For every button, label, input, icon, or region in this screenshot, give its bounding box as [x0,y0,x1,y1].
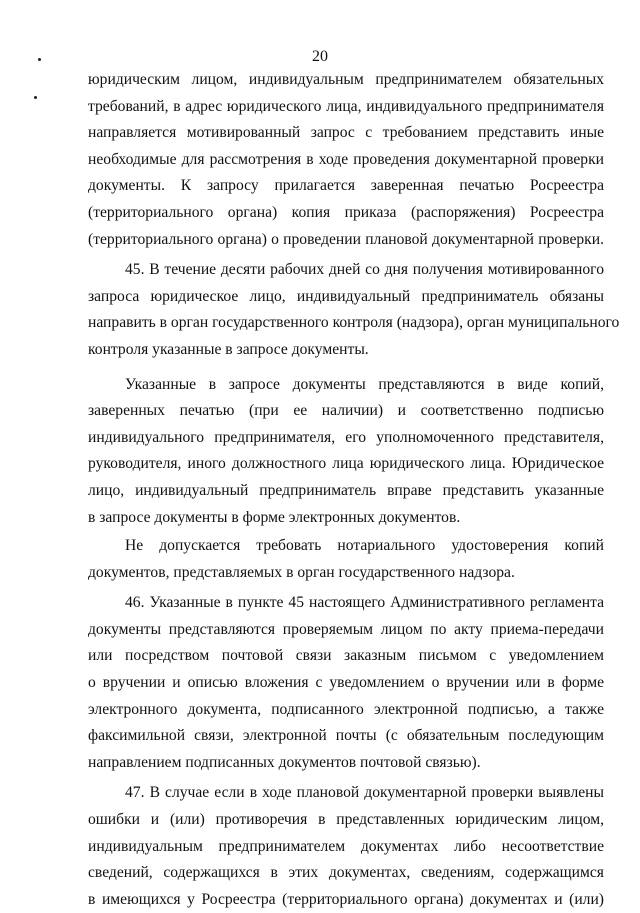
text-line: документов, представляемых в орган государственного надзора. [88,563,515,581]
text-line: 46. Указанные в пункте 45 настоящего Административного регламента [125,594,604,612]
text-line: о вручении и описью вложения с уведомлением о вручении или в форме [88,674,604,692]
paragraph-45-documents [88,372,604,532]
paragraph-45 [88,257,620,363]
text-line: в запросе документы в форме электронных документов. [88,508,461,526]
text-line: направляется мотивированный запрос с требованием представить иные [88,124,604,142]
text-line: документы. К запросу прилагается заверенная печатью Росреестра [88,177,604,195]
document-body [88,67,620,913]
text-line: документы представляются проверяемым лицом по акту приема-передачи [88,620,604,638]
text-line: направлением подписанных документов почтовой связью). [88,753,481,771]
text-line: ошибки и (или) противоречия в представленных юридическим лицом, [88,811,604,829]
text-line: контроля указанные в запросе документы. [88,340,369,358]
scan-speck [34,96,37,99]
text-line: направить в орган государственного контроля (надзора), орган муниципального [88,314,620,332]
paragraph-46 [88,590,604,776]
page-number: 20 [312,48,328,65]
paragraph-47 [88,780,604,913]
text-line: 47. В случае если в ходе плановой документарной проверки выявлены [125,784,604,802]
text-line: в имеющихся у Росреестра (территориального органа) документах и (или) [88,890,604,908]
text-line: индивидуального предпринимателя, его уполномоченного представителя, [88,428,604,446]
text-line: сведений, содержащихся в этих документах, сведениям, содержащимся [88,864,604,882]
text-line: руководителя, иного должностного лица юридического лица. Юридическое [88,455,604,473]
text-line: (территориального органа) о проведении плановой документарной проверки. [88,230,604,248]
text-line: Указанные в запросе документы представляются в виде копий, [125,375,604,393]
text-line: необходимые для рассмотрения в ходе проведения документарной проверки [88,150,604,168]
text-line: 45. В течение десяти рабочих дней со дня получения мотивированного [125,261,604,279]
text-line: факсимильной связи, электронной почты (с обязательным последующим [88,727,604,745]
text-line: (территориального органа) копия приказа (распоряжения) Росреестра [88,203,604,221]
text-line: требований, в адрес юридического лица, индивидуального предпринимателя [88,97,604,115]
text-line: индивидуальным предпринимателем документах либо несоответствие [88,837,604,855]
text-line: лицо, индивидуальный предприниматель вправе представить указанные [88,481,604,499]
paragraph-continuation [88,67,604,253]
text-line: запроса юридическое лицо, индивидуальный предприниматель обязаны [88,287,604,305]
text-line: или посредством почтовой связи заказным письмом с уведомлением [88,647,604,665]
text-line: Не допускается требовать нотариального удостоверения копий [125,537,604,555]
text-line: юридическим лицом, индивидуальным предпринимателем обязательных [88,71,604,88]
paragraph-45-notary [88,533,604,586]
text-line: заверенных печатью (при ее наличии) и соответственно подписью [88,402,604,420]
text-line: электронного документа, подписанного электронной подписью, а также [88,700,604,718]
